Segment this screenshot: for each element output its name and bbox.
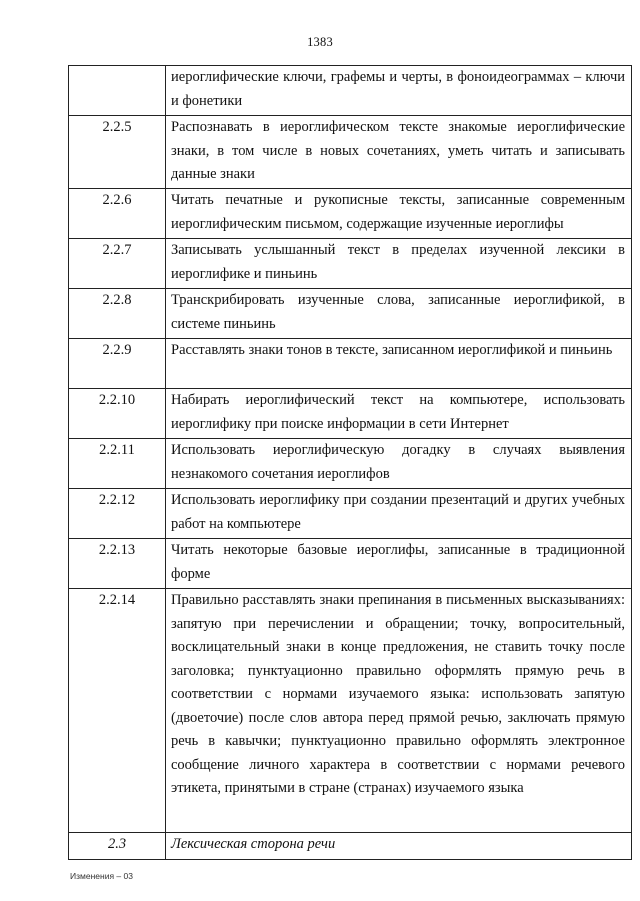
row-number: 2.2.12 [69, 489, 166, 539]
table-row [69, 389, 632, 439]
requirements-table [68, 65, 632, 860]
row-text: Использовать иероглифику при создании презентаций и других учебных работ на компьютере [166, 489, 632, 539]
row-text: Использовать иероглифическую догадку в случаях выявления незнакомого сочетания иероглифов [166, 439, 632, 489]
page-number: 1383 [307, 35, 333, 49]
table-row [69, 539, 632, 589]
row-text: Читать некоторые базовые иероглифы, записанные в традиционной форме [166, 539, 632, 589]
table-row [69, 489, 632, 539]
row-number [69, 66, 166, 116]
row-number: 2.2.5 [69, 116, 166, 189]
table-row [69, 239, 632, 289]
section-title: Лексическая сторона речи [166, 833, 632, 860]
table-row [69, 66, 632, 116]
row-number: 2.2.9 [69, 339, 166, 389]
row-text: Правильно расставлять знаки препинания в письменных высказываниях: запятую при перечислении и обращении; точку, вопросительный, восклицательный знаки в конце предложения, не ставить точку после заголовка; пунктуационно правильно оформлять прямую речь в соответствии с нормами изучаемого языка: использовать запятую (двоеточие) после слов автора перед прямой речью, заключать прямую речь в кавычки; пунктуационно правильно оформлять электронное сообщение личного характера в соответствии с нормами речевого этикета, принятыми в стране (странах) изучаемого языка [166, 589, 632, 833]
footer-revision-note: Изменения – 03 [70, 871, 133, 881]
row-text: Распознавать в иероглифическом тексте знакомые иероглифические знаки, в том числе в новых сочетаниях, уметь читать и записывать данные знаки [166, 116, 632, 189]
row-number: 2.2.8 [69, 289, 166, 339]
row-number: 2.2.7 [69, 239, 166, 289]
row-number: 2.2.10 [69, 389, 166, 439]
row-number: 2.2.13 [69, 539, 166, 589]
section-row [69, 833, 632, 860]
row-text: Читать печатные и рукописные тексты, записанные современным иероглифическим письмом, содержащие изученные иероглифы [166, 189, 632, 239]
section-number: 2.3 [69, 833, 166, 860]
table-row [69, 439, 632, 489]
row-text: Расставлять знаки тонов в тексте, записанном иероглификой и пиньинь [166, 339, 632, 389]
row-text: иероглифические ключи, графемы и черты, в фоноидеограммах – ключи и фонетики [166, 66, 632, 116]
row-text: Записывать услышанный текст в пределах изученной лексики в иероглифике и пиньинь [166, 239, 632, 289]
row-number: 2.2.14 [69, 589, 166, 833]
table-row [69, 116, 632, 189]
table-row [69, 289, 632, 339]
row-text: Транскрибировать изученные слова, записанные иероглификой, в системе пиньинь [166, 289, 632, 339]
table-row [69, 339, 632, 389]
row-number: 2.2.6 [69, 189, 166, 239]
table-row [69, 189, 632, 239]
row-number: 2.2.11 [69, 439, 166, 489]
row-text: Набирать иероглифический текст на компьютере, использовать иероглифику при поиске информации в сети Интернет [166, 389, 632, 439]
table-row [69, 589, 632, 833]
